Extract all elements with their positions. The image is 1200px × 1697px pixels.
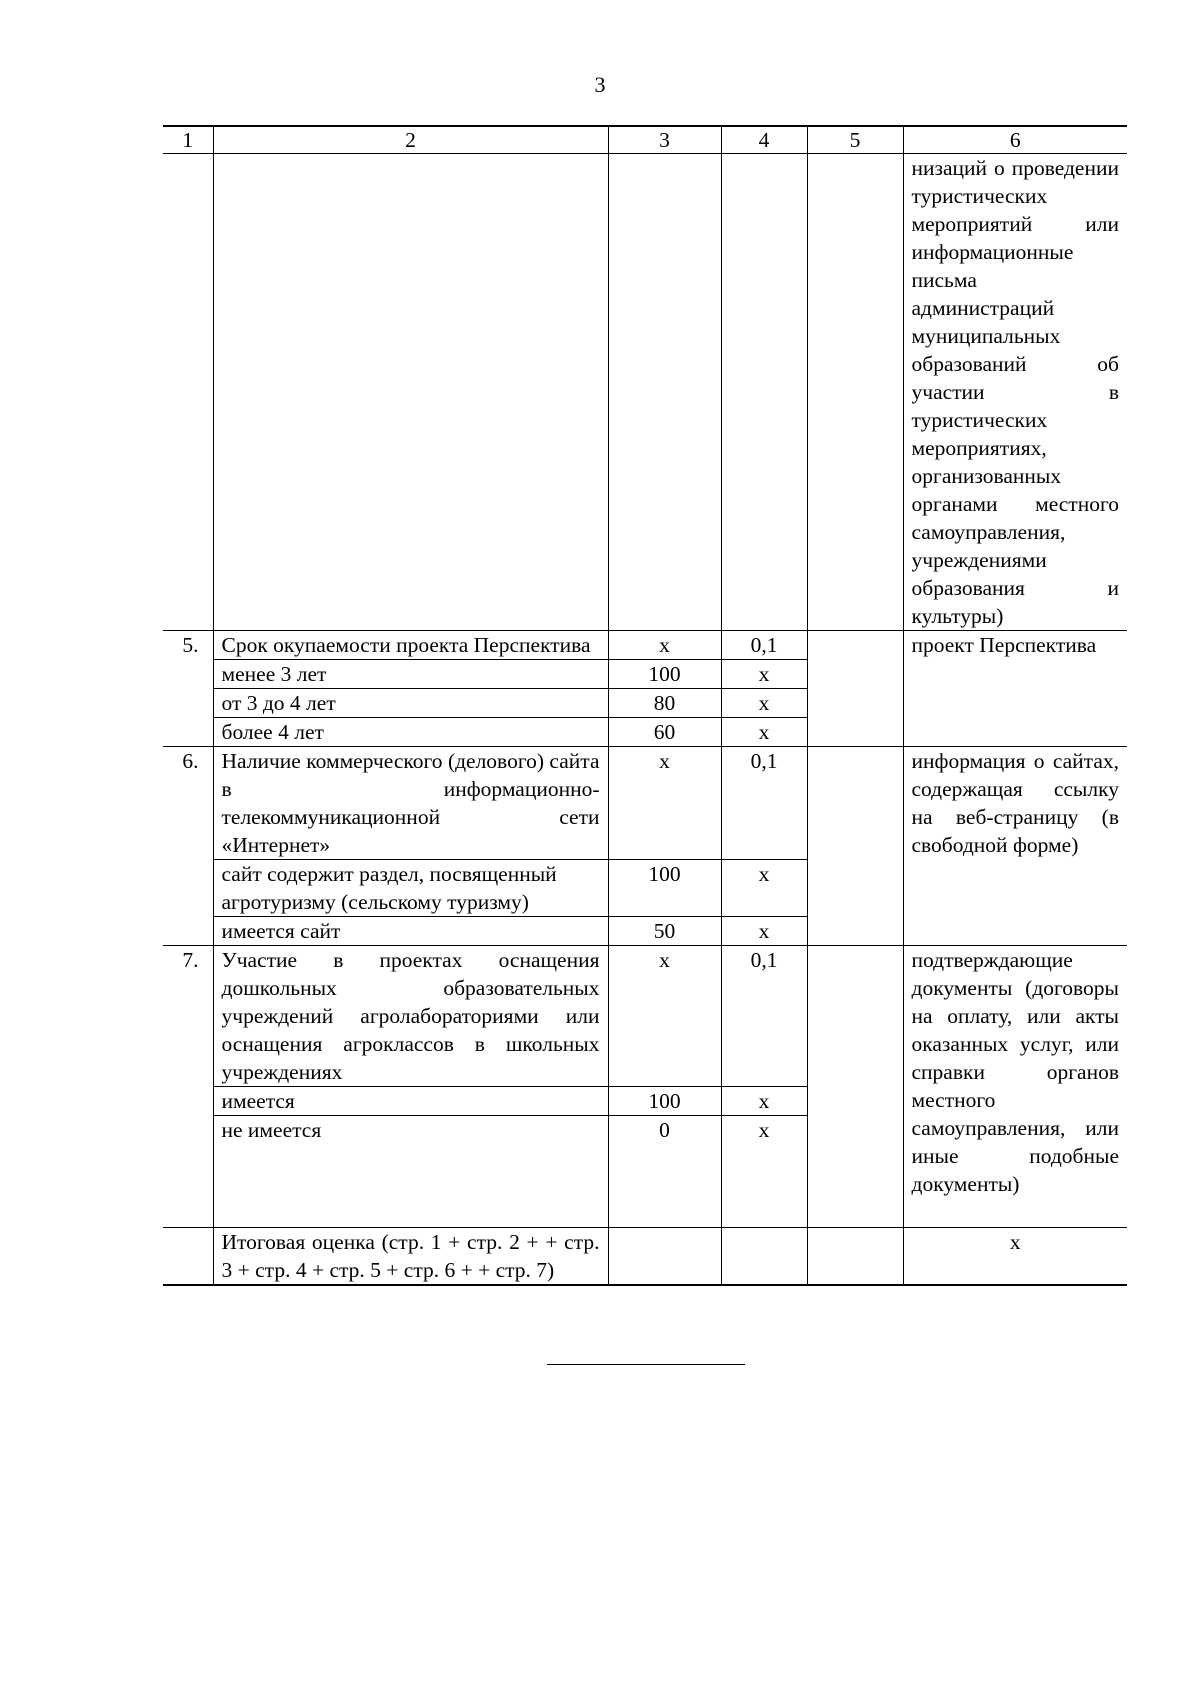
criterion-cell <box>213 154 608 631</box>
value-cell <box>807 631 903 747</box>
option-score: 80 <box>608 689 721 718</box>
column-number-2: 2 <box>213 126 608 154</box>
documents-cell: низаций о проведении туристических мероприятий или информационные письма администраций муниципальных образований об участии в туристических мероприятиях, организованных органами местного самоуправления, учреждениями образования и культуры) <box>903 154 1127 631</box>
weight-cell <box>721 1228 807 1286</box>
total-label: Итоговая оценка (стр. 1 + стр. 2 + + стр. 3 + стр. 4 + стр. 5 + стр. 6 + + стр. 7) <box>213 1228 608 1286</box>
option-label: более 4 лет <box>213 718 608 747</box>
option-score: 100 <box>608 660 721 689</box>
weight-cell: 0,1 <box>721 946 807 1087</box>
weight-cell <box>721 154 807 631</box>
value-cell <box>807 946 903 1228</box>
value-cell <box>807 1228 903 1286</box>
criterion-cell: Срок окупаемости проекта Перспектива <box>213 631 608 660</box>
value-cell <box>807 747 903 946</box>
table-row <box>163 747 1127 860</box>
row-number-cell <box>163 1228 213 1286</box>
total-documents-cell: x <box>903 1228 1127 1286</box>
option-score: 50 <box>608 917 721 946</box>
option-label: имеется сайт <box>213 917 608 946</box>
table-header-row <box>163 126 1127 154</box>
score-cell: x <box>608 946 721 1087</box>
option-score: 100 <box>608 860 721 917</box>
option-score: 0 <box>608 1116 721 1228</box>
column-number-6: 6 <box>903 126 1127 154</box>
option-weight: x <box>721 718 807 747</box>
end-divider <box>547 1364 745 1365</box>
score-cell <box>608 1228 721 1286</box>
option-weight: x <box>721 917 807 946</box>
row-number-cell <box>163 154 213 631</box>
score-cell: x <box>608 631 721 660</box>
option-weight: x <box>721 1087 807 1116</box>
criterion-cell: Наличие коммерческого (делового) сайта в информационно-телекоммуникационной сети «Интернет» <box>213 747 608 860</box>
table-row <box>163 154 1127 631</box>
option-weight: x <box>721 660 807 689</box>
column-number-1: 1 <box>163 126 213 154</box>
row-number-cell: 7. <box>163 946 213 1228</box>
option-label: имеется <box>213 1087 608 1116</box>
option-weight: x <box>721 860 807 917</box>
table-row <box>163 946 1127 1087</box>
criterion-cell: Участие в проектах оснащения дошкольных образовательных учреждений агролабораториями или оснащения агроклассов в школьных учреждениях <box>213 946 608 1087</box>
criteria-table <box>163 125 1127 1286</box>
page-number: 3 <box>594 72 606 97</box>
score-cell: x <box>608 747 721 860</box>
option-weight: x <box>721 1116 807 1228</box>
weight-cell: 0,1 <box>721 631 807 660</box>
option-label: от 3 до 4 лет <box>213 689 608 718</box>
column-number-5: 5 <box>807 126 903 154</box>
weight-cell: 0,1 <box>721 747 807 860</box>
option-score: 100 <box>608 1087 721 1116</box>
row-number-cell: 6. <box>163 747 213 946</box>
total-row <box>163 1228 1127 1286</box>
column-number-3: 3 <box>608 126 721 154</box>
option-score: 60 <box>608 718 721 747</box>
documents-cell: проект Перспектива <box>903 631 1127 747</box>
option-label: сайт содержит раздел, посвященный агротуризму (сельскому туризму) <box>213 860 608 917</box>
column-number-4: 4 <box>721 126 807 154</box>
row-number-cell: 5. <box>163 631 213 747</box>
option-weight: x <box>721 689 807 718</box>
value-cell <box>807 154 903 631</box>
score-cell <box>608 154 721 631</box>
table-row <box>163 631 1127 660</box>
documents-cell: подтверждающие документы (договоры на оплату, или акты оказанных услуг, или справки органов местного самоуправления, или иные подобные документы) <box>903 946 1127 1228</box>
documents-cell: информация о сайтах, содержащая ссылку на веб-страницу (в свободной форме) <box>903 747 1127 946</box>
option-label: не имеется <box>213 1116 608 1228</box>
option-label: менее 3 лет <box>213 660 608 689</box>
